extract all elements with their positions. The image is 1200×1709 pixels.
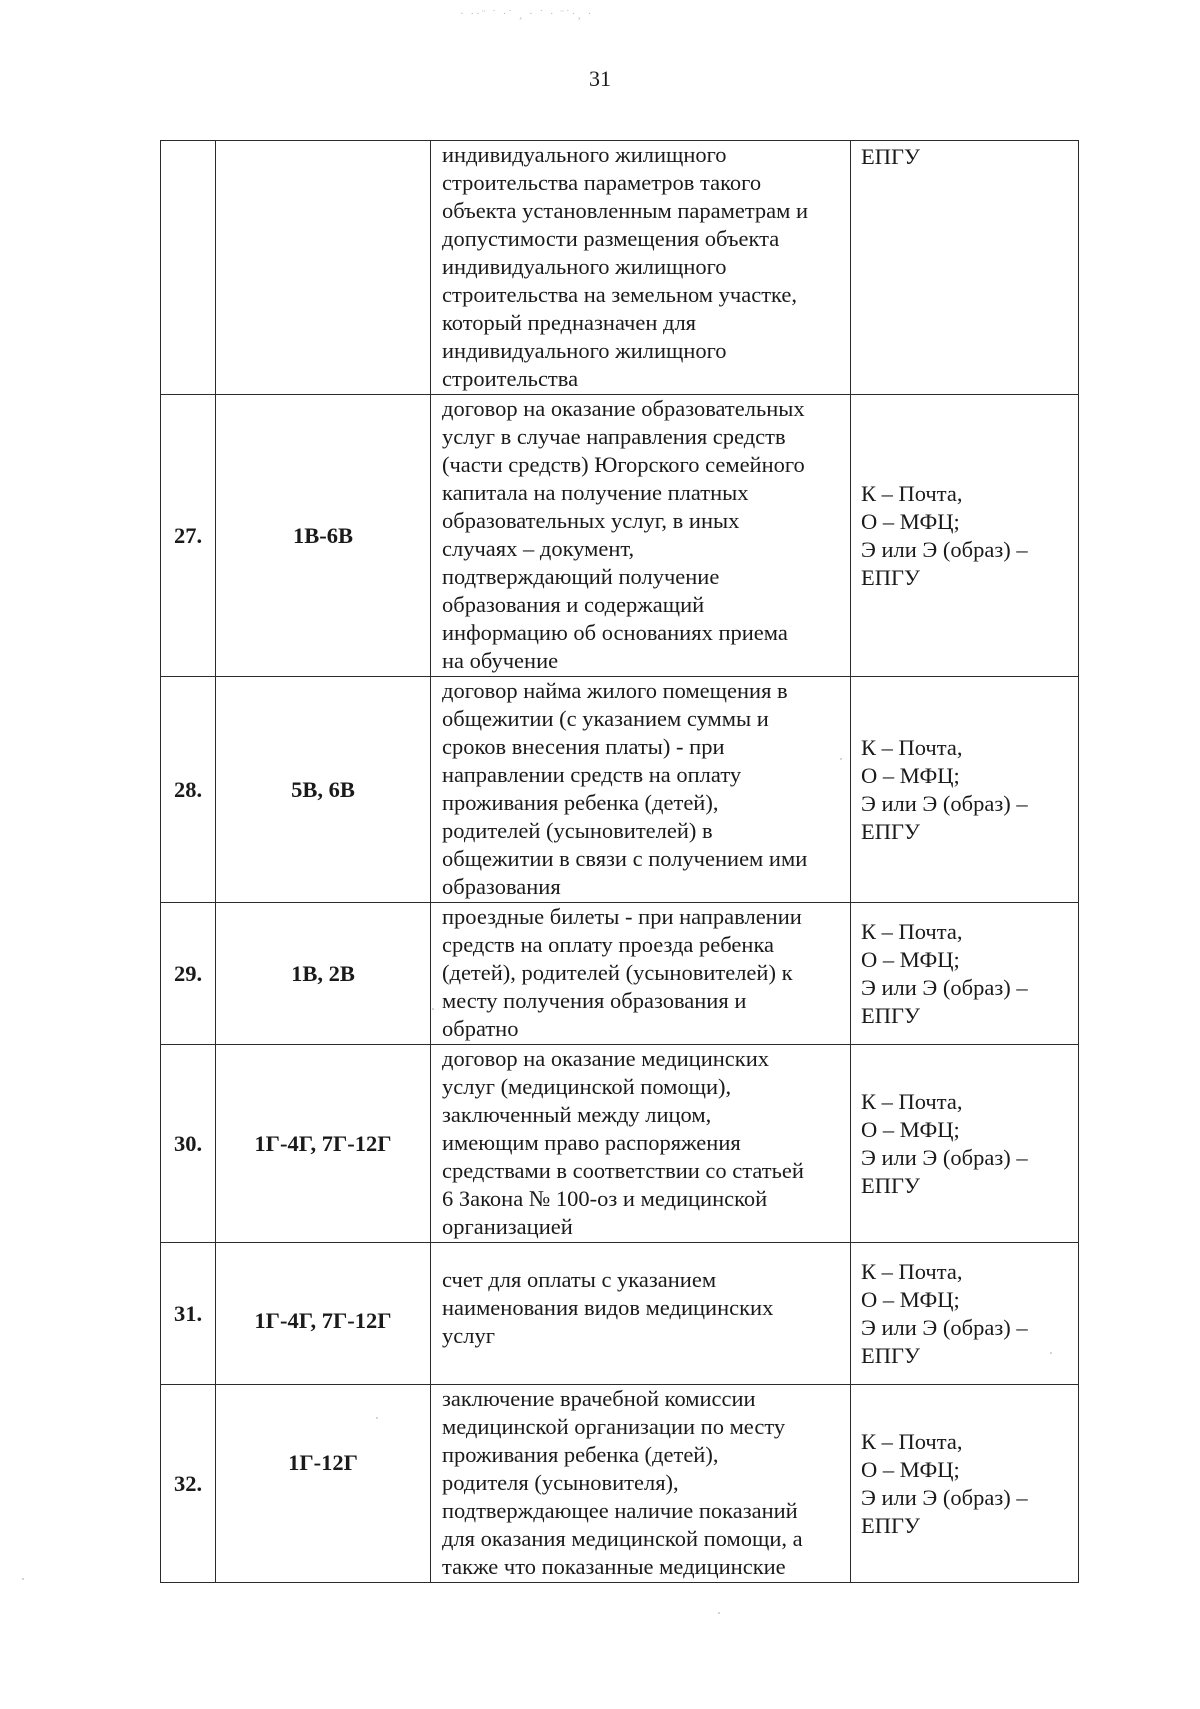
description-line: (части средств) Югорского семейного bbox=[442, 452, 805, 477]
description-line: 6 Закона № 100-оз и медицинской bbox=[442, 1186, 768, 1211]
description-line: образования и содержащий bbox=[442, 592, 705, 617]
description-line: услуг в случае направления средств bbox=[442, 424, 786, 449]
scan-noise: · ··¨ ˙ ·˙ ¸ · ˙ · ¨˙·¸ · bbox=[460, 8, 594, 20]
description-line: договор найма жилого помещения в bbox=[442, 678, 788, 703]
row-number: 29. bbox=[161, 903, 216, 1045]
description-line: счет для оплаты с указанием bbox=[442, 1266, 717, 1292]
table-row bbox=[161, 395, 1079, 677]
method-line: Э или Э (образ) – bbox=[861, 1314, 1028, 1340]
method-line: ЕПГУ bbox=[861, 1002, 920, 1028]
row-code: 1В-6В bbox=[216, 395, 431, 677]
description-line: строительства bbox=[442, 366, 579, 391]
row-code: 1Г-4Г, 7Г-12Г bbox=[216, 1243, 431, 1385]
method-line: ЕПГУ bbox=[861, 144, 920, 169]
description-line: договор на оказание медицинских bbox=[442, 1046, 770, 1071]
table-row bbox=[161, 677, 1079, 903]
row-code: 5В, 6В bbox=[216, 677, 431, 903]
description-line: образовательных услуг, в иных bbox=[442, 508, 740, 533]
method-line: Э или Э (образ) – bbox=[861, 1144, 1028, 1170]
method-line: О – МФЦ; bbox=[861, 1286, 960, 1312]
row-description bbox=[431, 1243, 851, 1385]
method-line: К – Почта, bbox=[861, 1088, 963, 1114]
row-description bbox=[431, 395, 851, 677]
description-line: индивидуального жилищного bbox=[442, 254, 727, 279]
method-line: К – Почта, bbox=[861, 480, 963, 506]
method-line: О – МФЦ; bbox=[861, 1456, 960, 1482]
row-method bbox=[851, 1243, 1079, 1385]
description-line: заключенный между лицом, bbox=[442, 1102, 712, 1127]
row-method bbox=[851, 395, 1079, 677]
page-number: 31 bbox=[589, 66, 611, 91]
description-line: на обучение bbox=[442, 648, 559, 673]
row-method bbox=[851, 1385, 1079, 1583]
description-line: организацией bbox=[442, 1214, 573, 1239]
scan-speck bbox=[840, 758, 842, 760]
table-row bbox=[161, 1045, 1079, 1243]
description-line: индивидуального жилищного bbox=[442, 142, 727, 167]
description-line: услуг bbox=[442, 1322, 495, 1348]
description-line: родителя (усыновителя), bbox=[442, 1470, 679, 1495]
method-line: ЕПГУ bbox=[861, 1512, 920, 1538]
row-description bbox=[431, 1045, 851, 1243]
row-code: 1Г-4Г, 7Г-12Г bbox=[216, 1045, 431, 1243]
description-line: капитала на получение платных bbox=[442, 480, 749, 505]
row-description bbox=[431, 141, 851, 395]
method-line: О – МФЦ; bbox=[861, 762, 960, 788]
description-line: строительства параметров такого bbox=[442, 170, 762, 195]
method-line: Э или Э (образ) – bbox=[861, 790, 1028, 816]
row-description bbox=[431, 677, 851, 903]
method-line: К – Почта, bbox=[861, 734, 963, 760]
description-line: родителей (усыновителей) в bbox=[442, 818, 713, 843]
row-code: 1В, 2В bbox=[216, 903, 431, 1045]
description-line: который предназначен для bbox=[442, 310, 697, 335]
description-line: месту получения образования и bbox=[442, 988, 747, 1013]
scan-speck bbox=[432, 1008, 434, 1010]
row-number: 28. bbox=[161, 677, 216, 903]
scan-speck bbox=[376, 1417, 378, 1419]
description-line: проездные билеты - при направлении bbox=[442, 904, 802, 929]
row-number: 32. bbox=[161, 1385, 216, 1583]
description-line: общежитии (с указанием суммы и bbox=[442, 706, 769, 731]
method-line: О – МФЦ; bbox=[861, 1116, 960, 1142]
table-row bbox=[161, 903, 1079, 1045]
method-line: О – МФЦ; bbox=[861, 508, 960, 534]
method-line: К – Почта, bbox=[861, 1428, 963, 1454]
description-line: допустимости размещения объекта bbox=[442, 226, 780, 251]
scan-speck bbox=[1050, 1352, 1052, 1354]
description-line: проживания ребенка (детей), bbox=[442, 1442, 719, 1467]
description-line: наименования видов медицинских bbox=[442, 1294, 774, 1320]
documents-table bbox=[160, 140, 1079, 1583]
description-line: договор на оказание образовательных bbox=[442, 396, 805, 421]
description-line: средствами в соответствии со статьей bbox=[442, 1158, 804, 1183]
method-line: Э или Э (образ) – bbox=[861, 1484, 1028, 1510]
table-row bbox=[161, 141, 1079, 395]
description-line: медицинской организации по месту bbox=[442, 1414, 786, 1439]
table-row bbox=[161, 1385, 1079, 1583]
row-method bbox=[851, 677, 1079, 903]
description-line: направлении средств на оплату bbox=[442, 762, 742, 787]
row-method bbox=[851, 903, 1079, 1045]
description-line: общежитии в связи с получением ими bbox=[442, 846, 808, 871]
description-line: индивидуального жилищного bbox=[442, 338, 727, 363]
method-line: О – МФЦ; bbox=[861, 946, 960, 972]
description-line: подтверждающий получение bbox=[442, 564, 720, 589]
description-line: средств на оплату проезда ребенка bbox=[442, 932, 775, 957]
description-line: образования bbox=[442, 874, 561, 899]
description-line: сроков внесения платы) - при bbox=[442, 734, 725, 759]
description-line: информацию об основаниях приема bbox=[442, 620, 788, 645]
description-line: (детей), родителей (усыновителей) к bbox=[442, 960, 793, 985]
table-row bbox=[161, 1243, 1079, 1385]
method-line: К – Почта, bbox=[861, 918, 963, 944]
method-line: ЕПГУ bbox=[861, 564, 920, 590]
description-line: услуг (медицинской помощи), bbox=[442, 1074, 732, 1099]
row-code: 1Г-12Г bbox=[216, 1385, 431, 1583]
row-description bbox=[431, 903, 851, 1045]
description-line: случаях – документ, bbox=[442, 536, 635, 561]
method-line: ЕПГУ bbox=[861, 818, 920, 844]
row-number: 30. bbox=[161, 1045, 216, 1243]
row-number: 31. bbox=[161, 1243, 216, 1385]
row-number: 27. bbox=[161, 395, 216, 677]
scan-speck bbox=[22, 1578, 24, 1580]
row-method bbox=[851, 1045, 1079, 1243]
row-code bbox=[216, 141, 431, 395]
description-line: проживания ребенка (детей), bbox=[442, 790, 719, 815]
method-line: ЕПГУ bbox=[861, 1172, 920, 1198]
row-method bbox=[851, 141, 1079, 395]
row-number bbox=[161, 141, 216, 395]
description-line: строительства на земельном участке, bbox=[442, 282, 798, 307]
description-line: также что показанные медицинские bbox=[442, 1554, 786, 1579]
method-line: Э или Э (образ) – bbox=[861, 536, 1028, 562]
description-line: объекта установленным параметрам и bbox=[442, 198, 809, 223]
method-line: ЕПГУ bbox=[861, 1342, 920, 1368]
description-line: подтверждающее наличие показаний bbox=[442, 1498, 798, 1523]
row-description bbox=[431, 1385, 851, 1583]
description-line: заключение врачебной комиссии bbox=[442, 1386, 756, 1411]
scan-speck bbox=[718, 1612, 720, 1614]
description-line: для оказания медицинской помощи, а bbox=[442, 1526, 803, 1551]
method-line: К – Почта, bbox=[861, 1258, 963, 1284]
description-line: обратно bbox=[442, 1016, 519, 1041]
description-line: имеющим право распоряжения bbox=[442, 1130, 741, 1155]
method-line: Э или Э (образ) – bbox=[861, 974, 1028, 1000]
